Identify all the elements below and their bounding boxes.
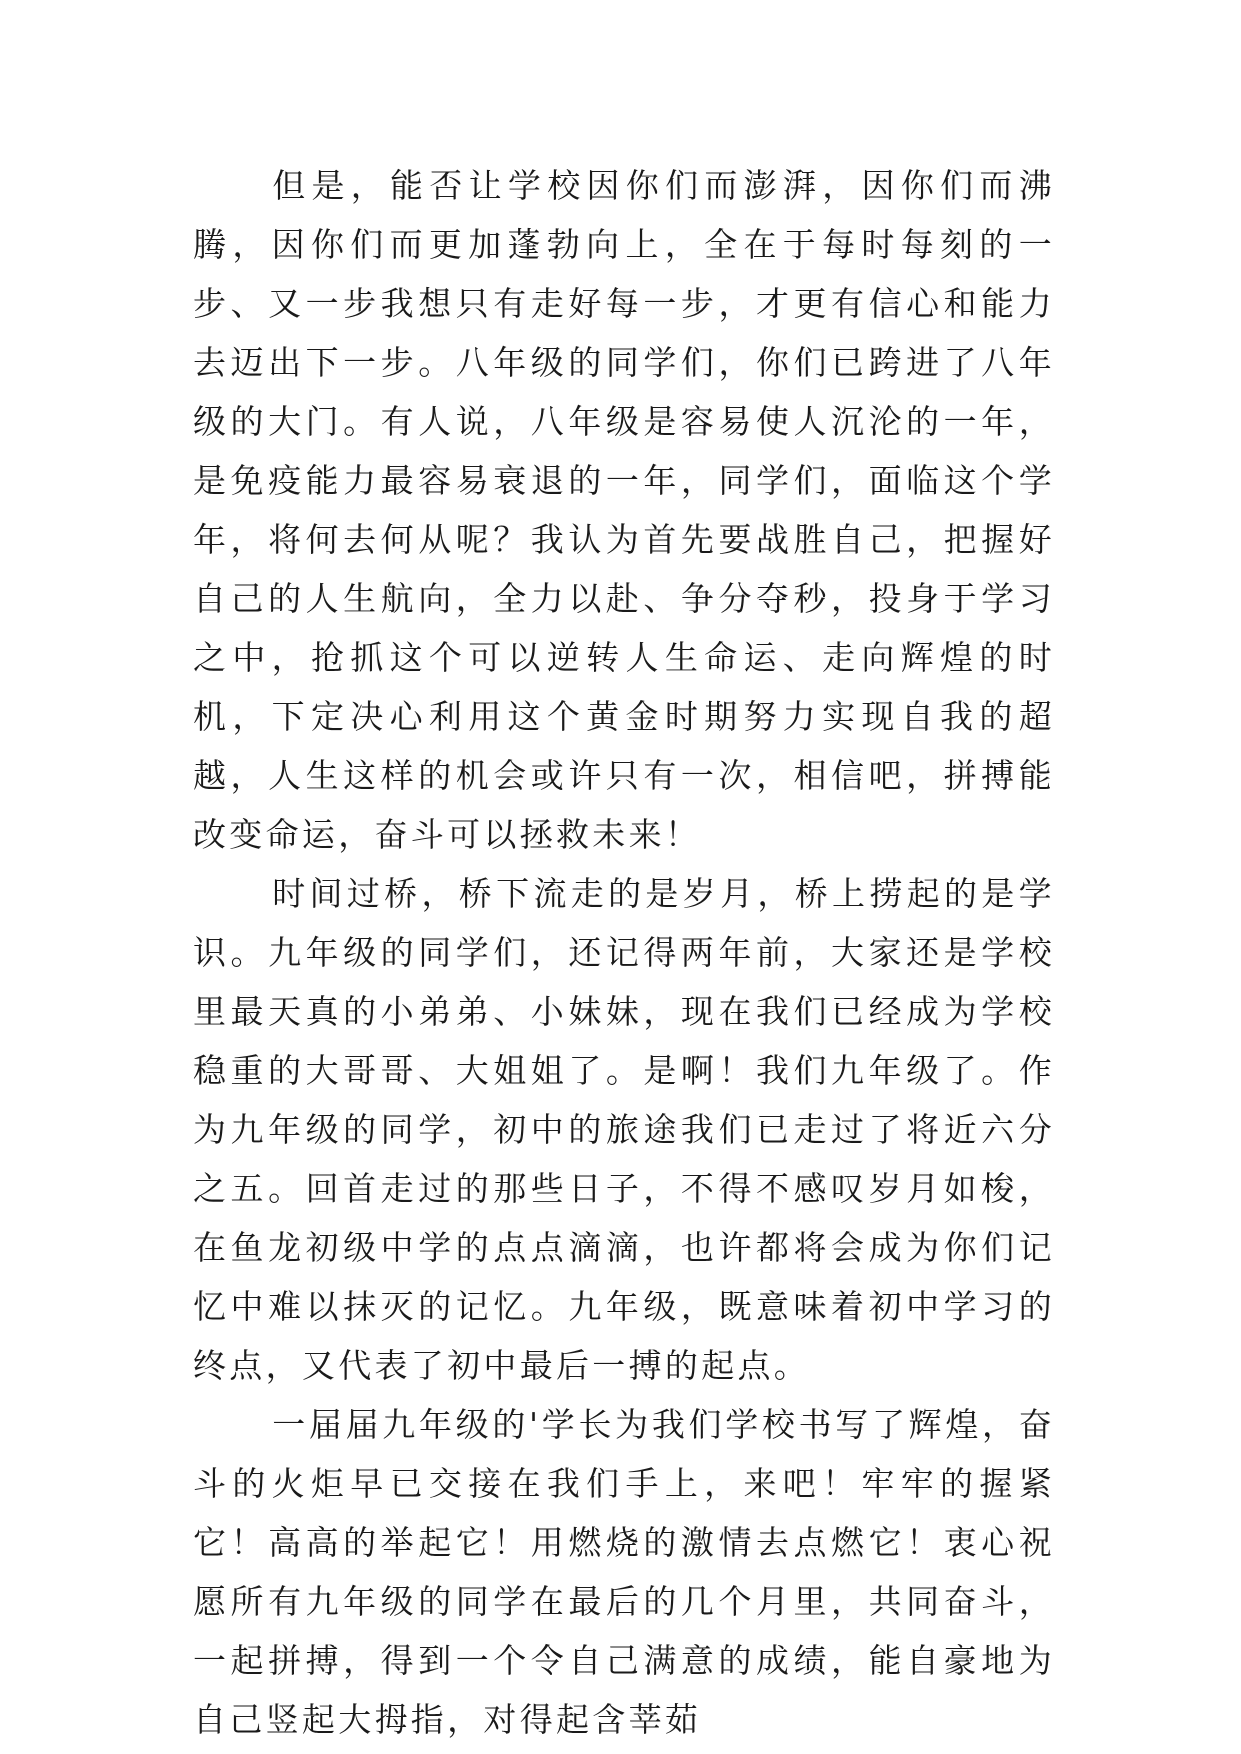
document-body [193,156,1055,1749]
paragraph-3: 一届届九年级的'学长为我们学校书写了辉煌，奋斗的火炬早已交接在我们手上，来吧！牢牢的握紧它！高高的举起它！用燃烧的激情去点燃它！衷心祝愿所有九年级的同学在最后的几个月里，共同奋斗，一起拼搏，得到一个令自己满意的成绩，能自豪地为自己竖起大拇指，对得起含莘茹 [193,1405,1055,1739]
paragraph-2: 时间过桥，桥下流走的是岁月，桥上捞起的是学识。九年级的同学们，还记得两年前，大家还是学校里最天真的小弟弟、小妹妹，现在我们已经成为学校稳重的大哥哥、大姐姐了。是啊！我们九年级了。作为九年级的同学，初中的旅途我们已走过了将近六分之五。回首走过的那些日子，不得不感叹岁月如梭，在鱼龙初级中学的点点滴滴，也许都将会成为你们记忆中难以抹灭的记忆。九年级，既意味着初中学习的终点，又代表了初中最后一搏的起点。 [193,874,1055,1385]
paragraph-1: 但是，能否让学校因你们而澎湃，因你们而沸腾，因你们而更加蓬勃向上，全在于每时每刻的一步、又一步我想只有走好每一步，才更有信心和能力去迈出下一步。八年级的同学们，你们已跨进了八年级的大门。有人说，八年级是容易使人沉沦的一年，是免疫能力最容易衰退的一年，同学们，面临这个学年，将何去何从呢？我认为首先要战胜自己，把握好自己的人生航向，全力以赴、争分夺秒，投身于学习之中，抢抓这个可以逆转人生命运、走向辉煌的时机，下定决心利用这个黄金时期努力实现自我的超越，人生这样的机会或许只有一次，相信吧，拼搏能改变命运，奋斗可以拯救未来！ [193,166,1055,854]
